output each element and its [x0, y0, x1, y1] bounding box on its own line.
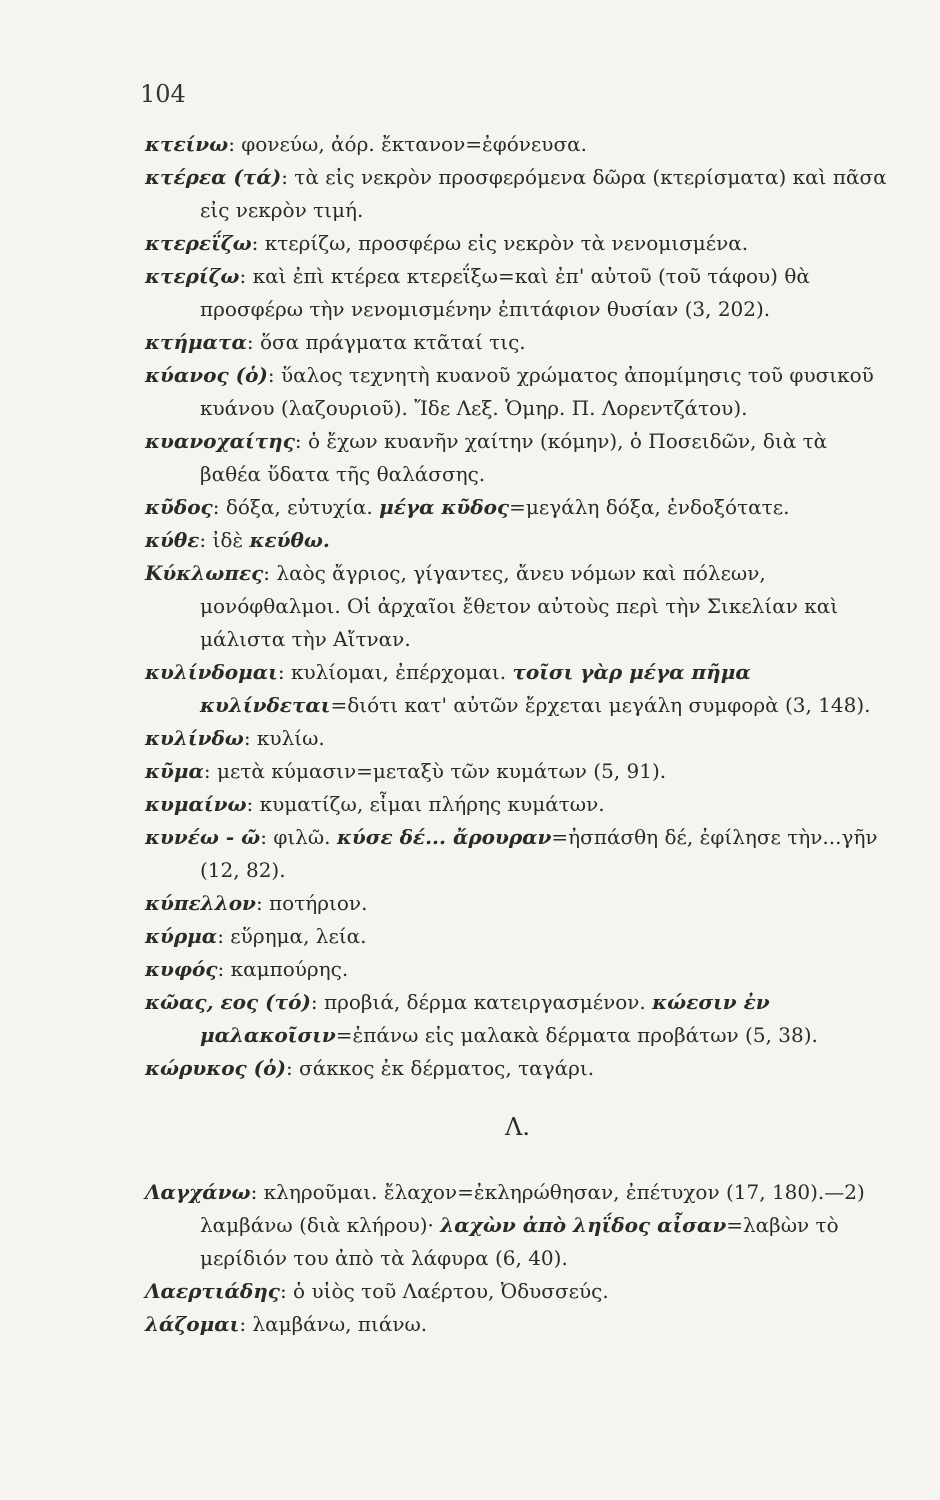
dictionary-entry [145, 491, 890, 524]
dictionary-entry [145, 524, 890, 557]
headword: κυνέω - ῶ [145, 825, 261, 849]
quoted-phrase: λαχὼν ἀπὸ ληΐδος αἶσαν [440, 1213, 727, 1237]
dictionary-entry [145, 1308, 890, 1341]
quoted-phrase: κύσε δέ... ἄρουραν [336, 825, 552, 849]
definition-text: : καὶ ἐπὶ κτέρεα κτερεΐξω=καὶ ἐπ' αὐτοῦ (τοῦ τάφου) θὰ προσφέρω τὴν νενομισμένην ἐπιτάφιον θυσίαν (3, 202). [200, 264, 810, 321]
headword: κτείνω [145, 132, 229, 156]
definition-text: : κυλίω. [243, 726, 325, 750]
dictionary-entry [145, 986, 890, 1052]
headword: κτήματα [145, 330, 247, 354]
definition-text: =ἐπάνω εἰς μαλακὰ δέρματα προβάτων (5, 38). [335, 1023, 818, 1047]
headword: κυλίνδομαι [145, 660, 278, 684]
entries-k-section [145, 128, 890, 1085]
definition-text: : εὕρημα, λεία. [217, 924, 367, 948]
headword: κυλίνδω [145, 726, 244, 750]
definition-text: : καμπούρης. [217, 957, 349, 981]
page-number: 104 [140, 80, 186, 108]
dictionary-entry [145, 887, 890, 920]
dictionary-entry [145, 260, 890, 326]
definition-text: : φιλῶ. [260, 825, 337, 849]
section-letter: Λ. [505, 1113, 530, 1141]
headword: κύρμα [145, 924, 218, 948]
headword: κτερίζω [145, 264, 240, 288]
dictionary-entry [145, 656, 890, 722]
definition-text: : σάκκος ἐκ δέρματος, ταγάρι. [285, 1056, 595, 1080]
dictionary-entry [145, 557, 890, 656]
dictionary-entry [145, 920, 890, 953]
headword: κώρυκος (ὁ) [145, 1056, 286, 1080]
dictionary-entry [145, 1176, 890, 1275]
definition-text: : ὁ υἱὸς τοῦ Λαέρτου, Ὀδυσσεύς. [279, 1279, 609, 1303]
definition-text: : κληροῦμαι. ἔλαχον=ἐκληρώθησαν, ἐπέτυχον (17, 180).—2) λαμβάνω (διὰ κλήρου)· [200, 1180, 865, 1237]
headword: Λαερτιάδης [145, 1279, 280, 1303]
headword: λάζομαι [145, 1312, 240, 1336]
dictionary-entry [145, 722, 890, 755]
headword: κῦμα [145, 759, 204, 783]
definition-text: : δόξα, εὐτυχία. [212, 495, 380, 519]
headword: κῶας, εος (τό) [145, 990, 311, 1014]
definition-text: =διότι κατ' αὐτῶν ἔρχεται μεγάλη συμφορὰ (3, 148). [330, 693, 871, 717]
quoted-phrase: μέγα κῦδος [379, 495, 510, 519]
headword: κυανοχαίτης [145, 429, 295, 453]
definition-text: : κυλίομαι, ἐπέρχομαι. [277, 660, 513, 684]
headword: κῦδος [145, 495, 213, 519]
dictionary-entry [145, 788, 890, 821]
definition-text: =λαβὼν τὸ μερίδιόν του ἀπὸ τὰ λάφυρα (6, 40). [200, 1213, 839, 1270]
dictionary-entry [145, 227, 890, 260]
entries-column [145, 128, 890, 1341]
definition-text: : τὰ εἰς νεκρὸν προσφερόμενα δῶρα (κτερίσματα) καὶ πᾶσα εἰς νεκρὸν τιμή. [200, 165, 887, 222]
quoted-phrase: κώεσιν ἐν μαλακοῖσιν [200, 990, 770, 1047]
definition-text: : προβιά, δέρμα κατειργασμένον. [310, 990, 653, 1014]
entries-l-section [145, 1176, 890, 1341]
headword: κτέρεα (τά) [145, 165, 282, 189]
definition-text: : ἰδὲ [199, 528, 250, 552]
dictionary-entry [145, 821, 890, 887]
dictionary-entry [145, 1275, 890, 1308]
dictionary-entry [145, 953, 890, 986]
definition-text: : λαὸς ἄγριος, γίγαντες, ἄνευ νόμων καὶ πόλεων, μονόφθαλμοι. Οἱ ἀρχαῖοι ἔθετον αὐτοὺς περὶ τὴν Σικελίαν καὶ μάλιστα τὴν Αἴτναν. [200, 561, 839, 651]
definition-text: : κτερίζω, προσφέρω εἰς νεκρὸν τὰ νενομισμένα. [251, 231, 749, 255]
definition-text: : ποτήριον. [255, 891, 368, 915]
definition-text: =μεγάλη δόξα, ἐνδοξότατε. [509, 495, 790, 519]
quoted-phrase: τοῖσι γὰρ μέγα πῆμα κυλίνδεται [200, 660, 751, 717]
definition-text: : φονεύω, ἀόρ. ἔκτανον=ἐφόνευσα. [228, 132, 587, 156]
headword: Κύκλωπες [145, 561, 264, 585]
dictionary-entry [145, 425, 890, 491]
definition-text: : μετὰ κύμασιν=μεταξὺ τῶν κυμάτων (5, 91). [203, 759, 667, 783]
headword: κύανος (ὁ) [145, 363, 268, 387]
definition-text: =ἠσπάσθη δέ, ἐφίλησε τὴν...γῆν (12, 82). [200, 825, 878, 882]
dictionary-entry [145, 161, 890, 227]
dictionary-entry [145, 326, 890, 359]
headword: κύθε [145, 528, 200, 552]
dictionary-entry [145, 128, 890, 161]
dictionary-entry [145, 755, 890, 788]
definition-text: : κυματίζω, εἶμαι πλήρης κυμάτων. [246, 792, 605, 816]
headword: κυφός [145, 957, 218, 981]
dictionary-entry [145, 359, 890, 425]
dictionary-entry [145, 1052, 890, 1085]
definition-text: : ὕαλος τεχνητὴ κυανοῦ χρώματος ἀπομίμησις τοῦ φυσικοῦ κυάνου (λαζουριοῦ). Ἴδε Λεξ. Ὁμηρ. Π. Λορεντζάτου). [200, 363, 874, 420]
definition-text: : λαμβάνω, πιάνω. [239, 1312, 428, 1336]
headword: κύπελλον [145, 891, 256, 915]
definition-text: : ὁ ἔχων κυανῆν χαίτην (κόμην), ὁ Ποσειδῶν, διὰ τὰ βαθέα ὕδατα τῆς θαλάσσης. [200, 429, 828, 486]
definition-text: : ὅσα πράγματα κτᾶταί τις. [246, 330, 526, 354]
quoted-phrase: κεύθω. [249, 528, 330, 552]
headword: κτερεΐζω [145, 231, 252, 255]
headword: κυμαίνω [145, 792, 247, 816]
headword: Λαγχάνω [145, 1180, 251, 1204]
